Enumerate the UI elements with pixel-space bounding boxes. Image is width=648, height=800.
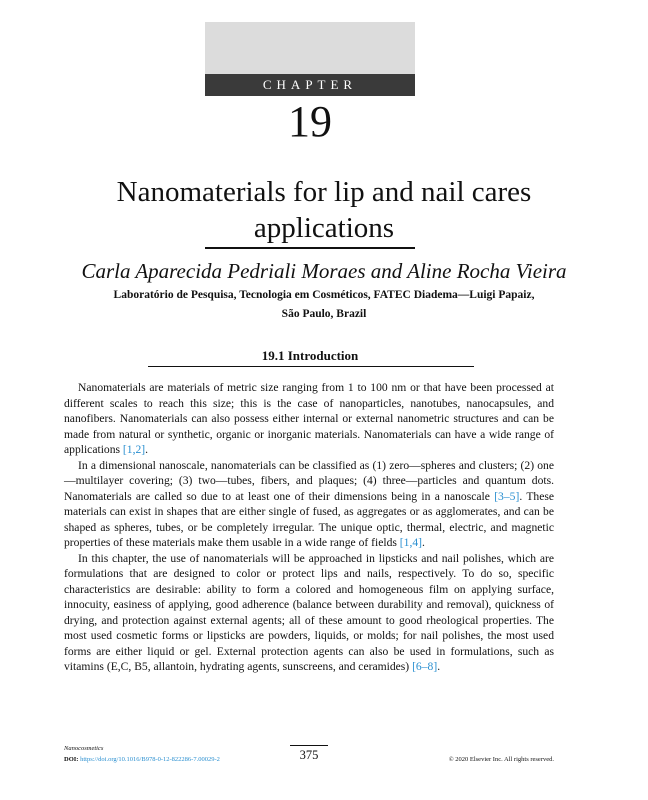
- paragraph-3-end: .: [437, 660, 441, 673]
- chapter-number: 19: [288, 97, 332, 146]
- authors: Carla Aparecida Pedriali Moraes and Aline Rocha Vieira: [81, 259, 567, 283]
- affiliation-line1: Laboratório de Pesquisa, Tecnologia em Cosméticos, FATEC Diadema—Luigi Papaiz,: [113, 289, 535, 301]
- paragraph-1-end: .: [145, 443, 149, 456]
- page-number: 375: [299, 748, 319, 762]
- paragraph-3-text: In this chapter, the use of nanomaterials will be approached in lipsticks and nail polishes, which are formulations that are designed to color or protect lips and nails, respectively. To do so, specific characteristics are desirable: ability to form a colored and homogeneous film on applying surface, innocuity, easiness of applying, good adherence (balance between durability and removal), quickness of drying, and protection against external agents; all of these amount to good rheological properties. The most used cosmetic forms or lipsticks are powders, liquids, or molds; for nail polishes, the most used forms are either liquid or gel. External protection agents can also be used in formulations, such as vitamins (E,C, B5, allantoin, hydrating agents, sunscreens, and ceramides): [64, 551, 554, 673]
- section-heading: 19.1 Introduction: [261, 348, 359, 363]
- citation-link[interactable]: [1,4]: [399, 536, 422, 549]
- title-divider: [205, 247, 415, 249]
- paragraph-2-text-1: In a dimensional nanoscale, nanomaterials can be classified as (1) zero—spheres and clusters; (2) one—multilayer covering; (3) two—tubes, fibers, and plaques; (4) three—particles and quantum dots. Nanomaterials are called so due to at least one of their dimensions being in a nanoscale: [64, 458, 554, 503]
- chapter-title: [40, 174, 608, 246]
- doi-label: DOI:: [64, 756, 81, 763]
- citation-link[interactable]: [1,2]: [122, 443, 146, 456]
- footer-doi: [64, 756, 220, 763]
- citation-link[interactable]: [3–5]: [494, 489, 520, 503]
- chapter-label: CHAPTER: [205, 74, 415, 96]
- citation-link[interactable]: [6–8]: [412, 660, 438, 673]
- paragraph-2-text-2: . These materials can exist in shapes that are either single of fused, as aggregates or as agglomerates, and can be shaped as spheres, tubes, or be completely irregular. The unique optic, thermal, electric, and magnetic properties of these materials make them usable in a wide range of fields: [64, 489, 554, 549]
- paragraph-1: [64, 380, 554, 458]
- copyright: © 2020 Elsevier Inc. All rights reserved.: [448, 756, 554, 763]
- affiliation-line2: São Paulo, Brazil: [281, 308, 367, 320]
- affiliation: [70, 286, 578, 324]
- chapter-banner-background: [205, 22, 415, 74]
- paragraph-1-text: Nanomaterials are materials of metric size ranging from 1 to 100 nm or that have been processed at different scales to reach this size; this is the case of nanoparticles, nanotubes, nanocapsules, and nanofibers. Nanomaterials can also possess either internal or external nanometric structures and can be made from natural or synthetic, organic or inorganic materials. Nanomaterials can have a wide range of applications: [64, 381, 554, 456]
- footer-divider: [290, 745, 328, 746]
- footer-journal-name: Nanocosmetics: [64, 745, 104, 752]
- body-text: [64, 380, 554, 675]
- doi-link[interactable]: https://doi.org/10.1016/B978-0-12-822286-7.00029-2: [80, 756, 220, 763]
- section-divider: [148, 366, 474, 367]
- paragraph-2: [64, 458, 554, 551]
- paragraph-2-end: .: [422, 536, 425, 549]
- chapter-title-line2: applications: [253, 212, 395, 244]
- paragraph-3: [64, 551, 554, 675]
- chapter-title-line1: Nanomaterials for lip and nail cares: [116, 176, 532, 208]
